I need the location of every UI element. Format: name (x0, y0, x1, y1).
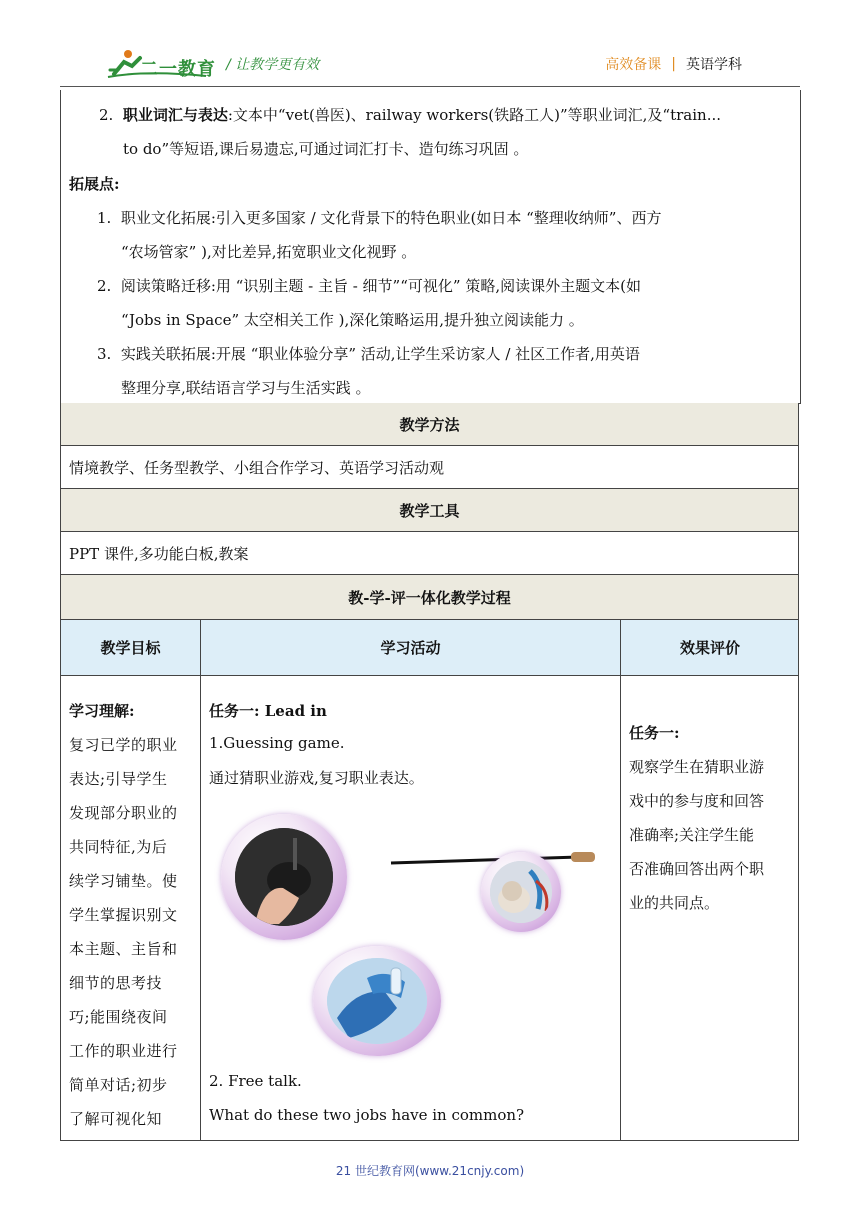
goal-line: 学生掌握识别文 (69, 906, 178, 924)
extension-heading: 拓展点: (69, 175, 120, 193)
vet-cat-bubble-image (481, 852, 561, 932)
evaluation-line: 戏中的参与度和回答 (629, 792, 765, 810)
activity-cell (201, 676, 621, 1140)
header-tag-subject: 英语学科 (686, 57, 742, 73)
ext-item-1-line2: “农场管家” ),对比差异,拓宽职业文化视野 。 (121, 243, 417, 261)
goal-line: 复习已学的职业 (69, 736, 178, 754)
item2-line2: to do”等短语,课后易遗忘,可通过词汇打卡、造句练习巩固 。 (123, 140, 529, 158)
header-separator: | (671, 56, 676, 72)
goal-line: 巧;能围绕夜间 (69, 1008, 168, 1026)
lab-gloves-bubble-image (313, 946, 441, 1056)
col-header-evaluation: 效果评价 (679, 639, 740, 657)
tools-content: PPT 课件,多功能白板,教案 (60, 532, 799, 575)
ext-item-2-line1: 2. 阅读策略迁移:用 “识别主题 - 主旨 - 细节”“可视化” 策略,阅读课外主题文本(如 (97, 277, 641, 295)
page-header (0, 0, 860, 90)
process-column-headers (60, 620, 799, 676)
goal-line: 表达;引导学生 (69, 770, 168, 788)
slogan: / 让教学更有效 (226, 57, 320, 73)
page-footer: 21 世纪教育网(www.21cnjy.com) (335, 1164, 525, 1178)
tools-title: 教学工具 (60, 489, 799, 532)
ext-item-3-line2: 整理分享,联结语言学习与生活实践 。 (121, 379, 371, 397)
task-title: 任务一: Lead in (209, 702, 327, 720)
goal-line: 共同特征,为后 (69, 838, 168, 856)
activity-item-1: 1.Guessing game. (209, 734, 345, 752)
ext-item-2-line2: “Jobs in Space” 太空相关工作 ),深化策略运用,提升独立阅读能力 。 (121, 311, 584, 329)
activity-item-1-desc: 通过猜职业游戏,复习职业表达。 (209, 769, 424, 787)
ext-item-3-line1: 3. 实践关联拓展:开展 “职业体验分享” 活动,让学生采访家人 / 社区工作者,用英语 (97, 345, 640, 363)
goal-line: 续学习铺垫。使 (69, 872, 178, 890)
goal-cell (61, 676, 201, 1140)
activity-item-2-question: What do these two jobs have in common? (209, 1106, 525, 1124)
item2-label: 职业词汇与表达 (122, 106, 228, 124)
item2-line1: 2. 职业词汇与表达:文本中“vet(兽医)、railway workers(铁路工人)”等职业词汇,及“train... (99, 106, 722, 124)
col-header-activity: 学习活动 (201, 620, 621, 675)
method-title: 教学方法 (60, 403, 799, 446)
evaluation-task: 任务一: (629, 724, 680, 742)
process-title: 教-学-评一体化教学过程 (60, 575, 799, 620)
header-tag-prep: 高效备课 (605, 57, 662, 73)
goal-line: 发现部分职业的 (69, 804, 178, 822)
col-header-goal: 教学目标 (61, 620, 201, 675)
goal-line: 本主题、主旨和 (69, 940, 178, 958)
logo-text: 二一教育 (140, 59, 216, 80)
evaluation-line: 观察学生在猜职业游 (629, 758, 765, 776)
goal-line: 了解可视化知 (69, 1110, 163, 1128)
goal-line: 简单对话;初步 (69, 1076, 168, 1094)
goal-line: 细节的思考技 (69, 974, 163, 992)
ext-item-1-line1: 1. 职业文化拓展:引入更多国家 / 文化背景下的特色职业(如日本 “整理收纳师”、西方 (97, 209, 662, 227)
method-content: 情境教学、任务型教学、小组合作学习、英语学习活动观 (60, 446, 799, 489)
evaluation-line: 准确率;关注学生能 (629, 826, 755, 844)
evaluation-line: 业的共同点。 (629, 894, 720, 912)
header-divider (60, 86, 800, 87)
goal-heading: 学习理解: (69, 702, 135, 720)
process-body-row (60, 676, 799, 1141)
activity-item-2: 2. Free talk. (209, 1072, 302, 1090)
key-points-section (60, 90, 801, 404)
controller-bubble-image (221, 814, 347, 940)
evaluation-cell (621, 676, 799, 1140)
goal-line: 工作的职业进行 (69, 1042, 178, 1060)
evaluation-line: 否准确回答出两个职 (629, 860, 765, 878)
